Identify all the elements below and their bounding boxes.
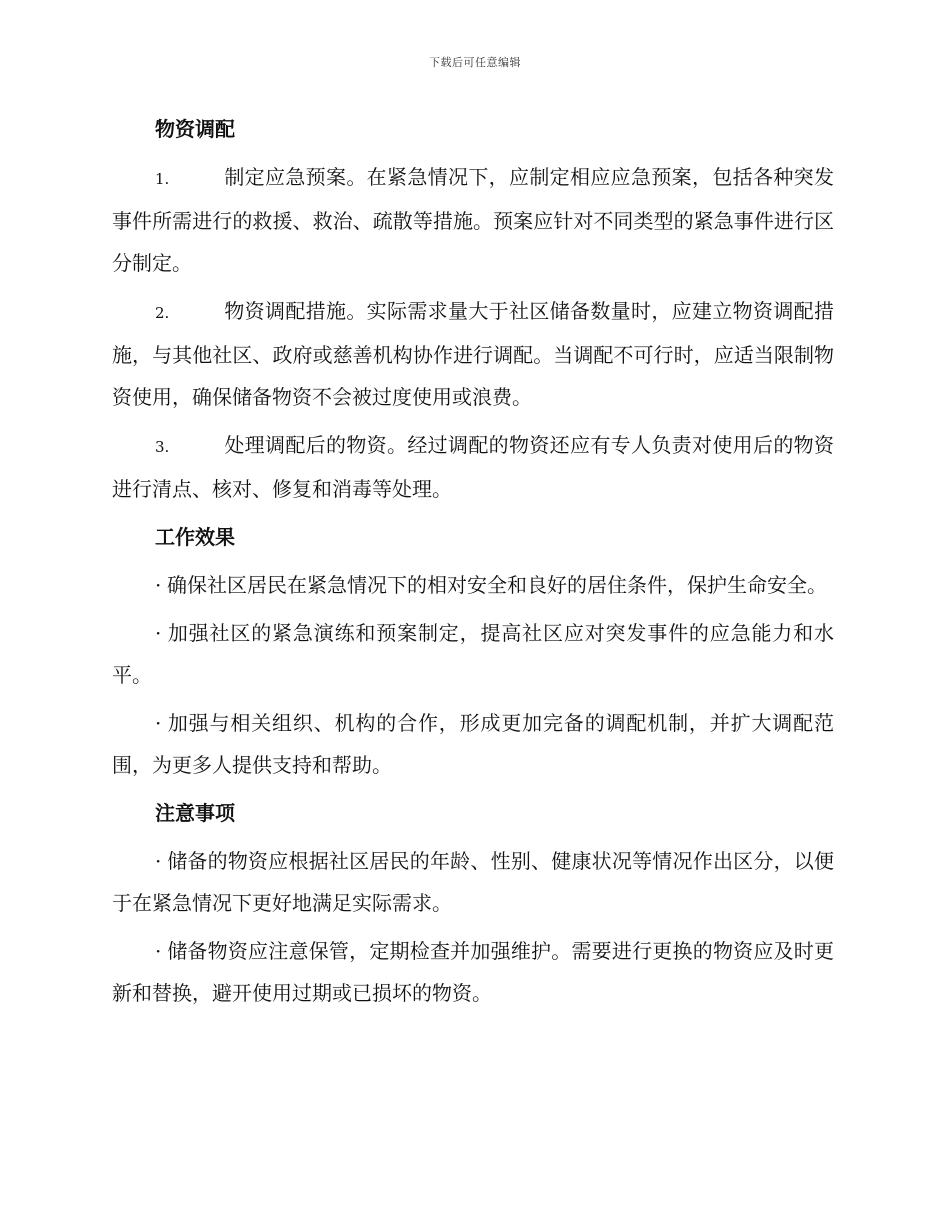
bullet-item: [112, 612, 834, 696]
numbered-item: [112, 424, 834, 510]
bullet-item: [112, 564, 834, 606]
numbered-item: [112, 156, 834, 284]
item-text: 加强与相关组织、机构的合作，形成更加完备的调配机制，并扩大调配范围，为更多人提供支持和帮助。: [112, 711, 834, 777]
item-text: 加强社区的紧急演练和预案制定，提高社区应对突发事件的应急能力和水平。: [112, 621, 834, 687]
document-body: [112, 108, 834, 1014]
item-number: 1.: [155, 170, 170, 188]
numbered-item: [112, 290, 834, 418]
bullet-item: [112, 930, 834, 1014]
item-text: 确保社区居民在紧急情况下的相对安全和良好的居住条件，保护生命安全。: [167, 573, 827, 597]
bullet-icon: ·: [155, 849, 162, 873]
item-text: 物资调配措施。实际需求量大于社区储备数量时，应建立物资调配措施，与其他社区、政府或慈善机构协作进行调配。当调配不可行时，应适当限制物资使用，确保储备物资不会被过度使用或浪费。: [112, 299, 834, 409]
bullet-icon: ·: [155, 939, 162, 963]
bullet-icon: ·: [155, 711, 162, 735]
item-text: 制定应急预案。在紧急情况下，应制定相应应急预案，包括各种突发事件所需进行的救援、救治、疏散等措施。预案应针对不同类型的紧急事件进行区分制定。: [112, 165, 834, 275]
item-number: 2.: [155, 304, 170, 322]
section-heading-effects: 工作效果: [155, 525, 235, 549]
page-header: 下载后可任意编辑: [429, 56, 521, 69]
bullet-icon: ·: [155, 621, 162, 645]
item-text: 储备的物资应根据社区居民的年龄、性别、健康状况等情况作出区分，以便于在紧急情况下更好地满足实际需求。: [112, 849, 834, 915]
item-number: 3.: [155, 438, 170, 456]
bullet-item: [112, 840, 834, 924]
section-heading-notes: 注意事项: [155, 801, 235, 825]
item-text: 储备物资应注意保管，定期检查并加强维护。需要进行更换的物资应及时更新和替换，避开使用过期或已损坏的物资。: [112, 939, 834, 1005]
item-text: 处理调配后的物资。经过调配的物资还应有专人负责对使用后的物资进行清点、核对、修复和消毒等处理。: [112, 433, 834, 501]
bullet-item: [112, 702, 834, 786]
section-heading-dispatch: 物资调配: [155, 117, 235, 141]
bullet-icon: ·: [155, 573, 162, 597]
